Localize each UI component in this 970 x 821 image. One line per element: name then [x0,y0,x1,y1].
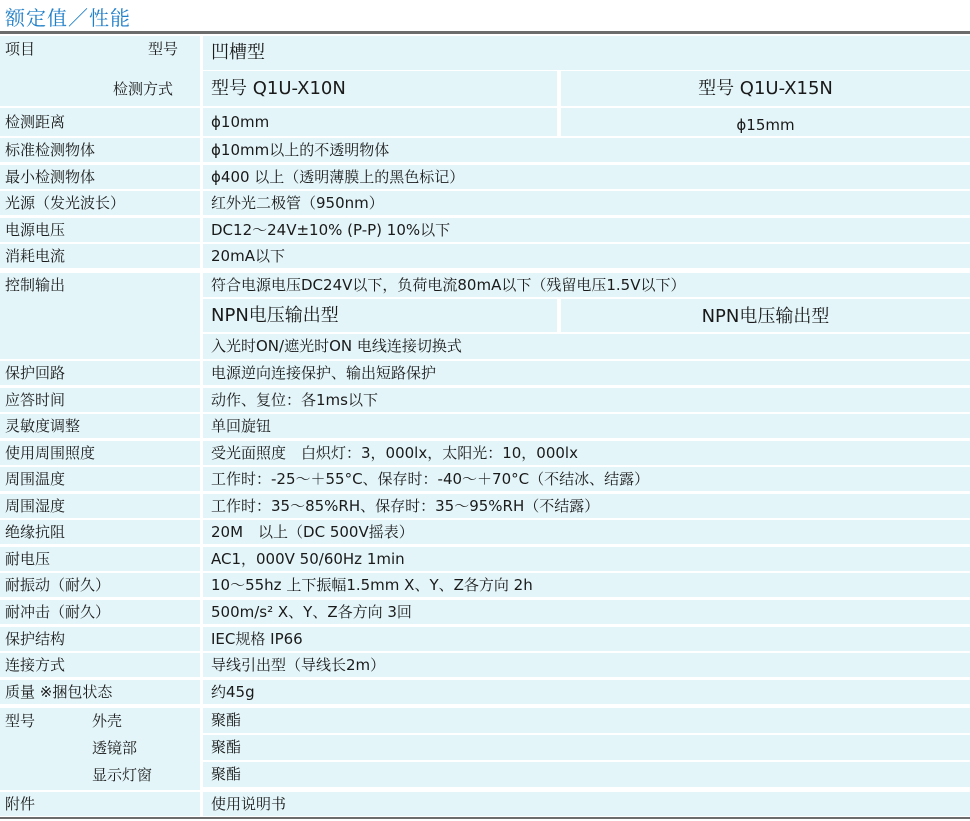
control-label-cell: 控制输出 [0,273,200,359]
row-value: 500m/s² X、Y、Z各方向 3回 [203,600,970,624]
row-label: 保护结构 [0,627,200,651]
row-label: 应答时间 [0,388,200,412]
material-label: 型号 [5,712,36,730]
row-value: 电源逆向连接保护、输出短路保护 [203,361,970,385]
material-value: 聚酯 [203,708,970,733]
row-value: 工作时：-25～＋55°C、保存时：-40～＋70°C（不结冰、结露） [203,467,970,491]
row-label: 检测距离 [0,108,200,136]
row-label: 保护回路 [0,361,200,385]
row-value: 10～55hz 上下振幅1.5mm X、Y、Z各方向 2h [203,573,970,597]
row-label: 最小检测物体 [0,165,200,189]
page-title: 额定值／性能 [5,6,131,30]
material-value: 聚酯 [203,762,970,787]
distance-a-cell: ϕ10mm [203,108,557,136]
row-value: 使用说明书 [203,792,970,816]
row-value: 工作时：35～85%RH、保存时：35～95%RH（不结露） [203,494,970,518]
model-a-cell: 型号 Q1U-X10N [203,71,557,106]
control-line1: 符合电源电压DC24V以下，负荷电流80mA以下（残留电压1.5V以下） [203,273,970,297]
row-label: 周围温度 [0,467,200,491]
row-value: 动作、复位：各1ms以下 [203,388,970,412]
row-value: 20M 以上（DC 500V摇表） [203,520,970,544]
row-label: 耐电压 [0,547,200,571]
bottom-rule [0,817,970,819]
row-value: DC12～24V±10% (P-P) 10%以下 [203,218,970,242]
row-value: 约45g [203,680,970,704]
model-value-cell: 凹槽型 [203,36,970,70]
row-value: 单回旋钮 [203,414,970,438]
row-value: IEC规格 IP66 [203,627,970,651]
row-label: 光源（发光波长） [0,191,200,215]
row-label: 绝缘抗阻 [0,520,200,544]
material-label-cell [0,708,200,790]
row-label: 连接方式 [0,653,200,677]
control-line3: 入光时ON/遮光时ON 电线连接切换式 [203,334,970,359]
row-label: 使用周围照度 [0,441,200,465]
model-label: 型号 [148,40,179,58]
material-part-label: 透镜部 [92,739,138,757]
method-label: 检测方式 [113,80,174,98]
control-type-a: NPN电压输出型 [203,299,557,332]
row-label: 标准检测物体 [0,138,200,162]
row-value: 红外光二极管（950nm） [203,191,970,215]
top-rule [0,31,970,34]
row-value: 导线引出型（导线长2m） [203,653,970,677]
row-label: 附件 [0,792,200,816]
model-b-cell: 型号 Q1U-X15N [561,71,970,106]
distance-b-cell: ϕ15mm [561,108,970,136]
row-value: ϕ10mm以上的不透明物体 [203,138,970,162]
row-label: 耐冲击（耐久） [0,600,200,624]
row-label: 耐振动（耐久） [0,573,200,597]
control-type-b: NPN电压输出型 [561,299,970,332]
material-value: 聚酯 [203,735,970,760]
row-label: 周围湿度 [0,494,200,518]
row-value: AC1，000V 50/60Hz 1min [203,547,970,571]
row-label: 电源电压 [0,218,200,242]
material-part-label: 外壳 [92,712,123,730]
row-label: 消耗电流 [0,244,200,268]
row-value: ϕ400 以上（透明薄膜上的黑色标记） [203,165,970,189]
row-label: 灵敏度调整 [0,414,200,438]
row-value: 受光面照度 白炽灯：3，000lx，太阳光：10，000lx [203,441,970,465]
material-part-label: 显示灯窗 [92,766,153,784]
header-label-cell [0,36,200,106]
item-label: 项目 [5,40,36,58]
row-label: 质量 ※捆包状态 [0,680,200,704]
row-value: 20mA以下 [203,244,970,268]
